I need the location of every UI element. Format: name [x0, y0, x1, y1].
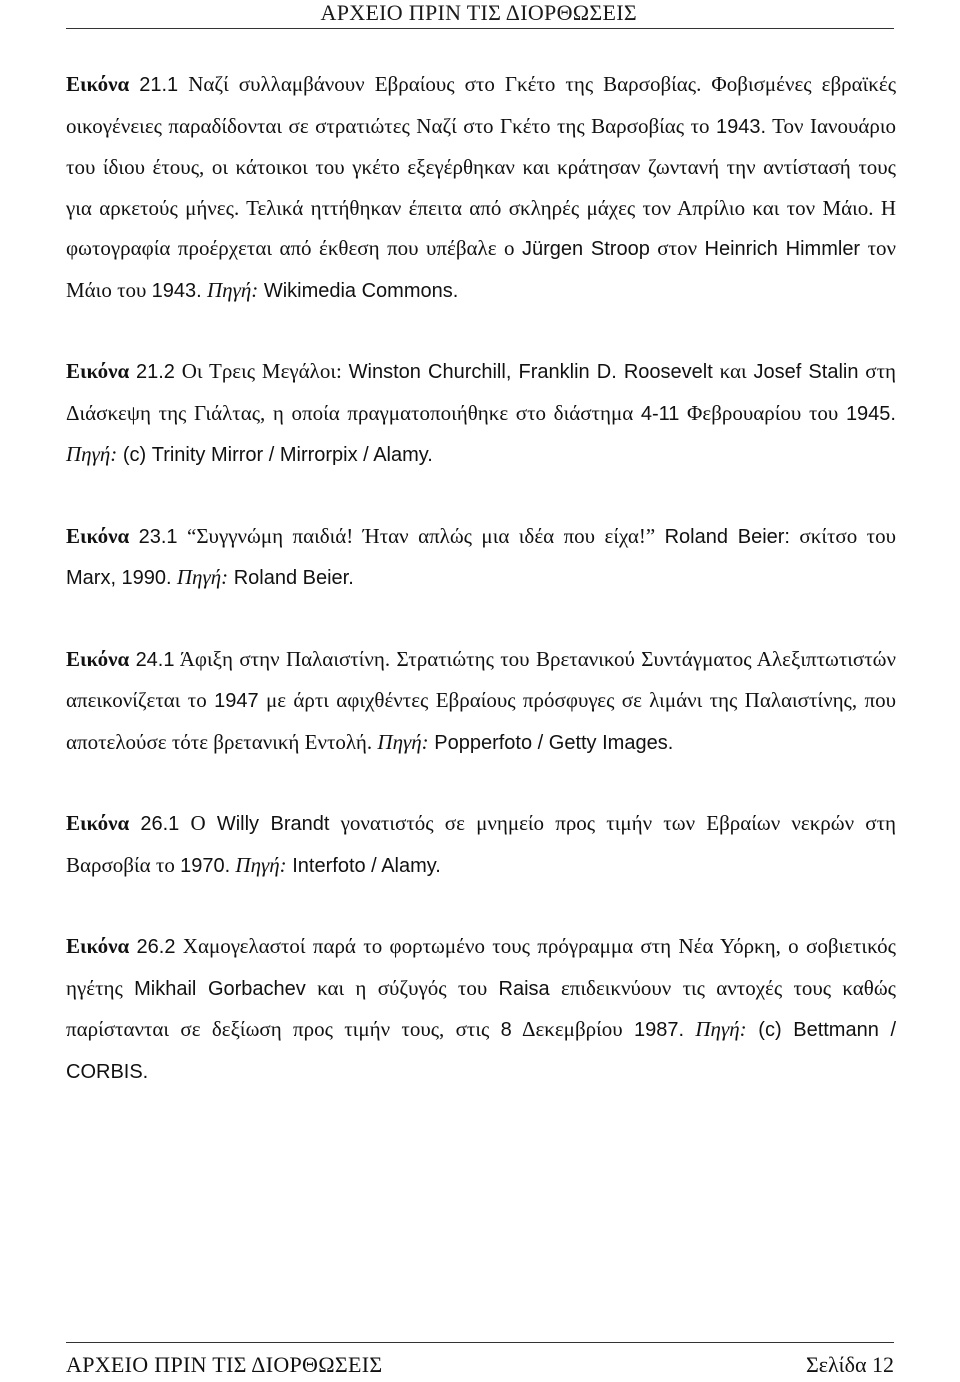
caption-text: Marx, 1990.	[66, 567, 172, 589]
caption-text: και	[712, 359, 754, 383]
caption-text: (c) Bettmann / CORBIS.	[66, 1019, 897, 1083]
figure-caption	[66, 516, 896, 599]
caption-text: σκίτσο του	[789, 523, 897, 548]
source-label: Πηγή:	[176, 565, 229, 589]
caption-text: γονατιστός σε μνημείο προς τιμήν των Εβραίων νεκρών στη Βαρσοβία το	[66, 811, 896, 877]
figure-label-number: 24.1	[135, 648, 175, 671]
source-label: Πηγή:	[235, 852, 287, 877]
source-label: Πηγή:	[695, 1017, 747, 1041]
header-divider	[66, 28, 894, 29]
footer-divider	[66, 1342, 894, 1343]
figure-label	[66, 934, 175, 958]
page-header	[0, 0, 960, 30]
captions-list	[66, 64, 896, 1092]
caption-text: Χαμογελαστοί παρά το φορτωμένο τους πρόγραμμα στη Νέα Υόρκη, ο σοβιετικός ηγέτης	[66, 934, 897, 1000]
caption-text: με άρτι αφιχθέντες Εβραίους πρόσφυγες σε λιμάνι της Παλαιστίνης, που αποτελούσε τότε βρετανική Εντολή.	[66, 688, 896, 754]
figure-label-number: 23.1	[138, 525, 178, 548]
figure-label	[66, 359, 175, 383]
caption-text: 1943.	[715, 115, 767, 138]
caption-text: Οι Τρεις Μεγάλοι:	[174, 359, 349, 383]
caption-text: Άφιξη στην Παλαιστίνη. Στρατιώτης του Βρετανικού Συντάγματος Αλεξιπτωτιστών απεικονίζεται το	[66, 646, 896, 712]
caption-text: στον	[649, 236, 705, 260]
caption-text: Winston Churchill, Franklin D. Roosevelt	[348, 361, 713, 383]
caption-text: 1945.	[845, 402, 896, 425]
figure-caption	[66, 639, 896, 764]
caption-text: Roland Beier:	[664, 525, 790, 548]
caption-text: “Συγγνώμη παιδιά! Ήταν απλώς μια ιδέα που είχα!”	[177, 523, 665, 548]
figure-label-word: Εικόνα	[66, 359, 130, 383]
caption-text: Φεβρουαρίου του	[679, 400, 846, 425]
caption-text: 1970.	[180, 854, 231, 877]
figure-label-word: Εικόνα	[66, 646, 130, 671]
caption-text: 4-11	[640, 402, 680, 425]
figure-label-number: 21.2	[136, 361, 175, 383]
caption-text: Ναζί συλλαμβάνουν Εβραίους στο Γκέτο της Βαρσοβίας. Φοβισμένες εβραϊκές οικογένειες παραδίδονται σε στρατιώτες Ναζί στο Γκέτο της Βαρσοβίας το	[66, 72, 897, 138]
caption-text: 1987.	[633, 1019, 685, 1041]
caption-text: (c) Trinity Mirror / Mirrorpix / Alamy.	[117, 444, 433, 466]
figure-label-word: Εικόνα	[66, 72, 130, 96]
caption-text	[684, 1017, 695, 1041]
figure-label-number: 26.1	[140, 813, 180, 835]
figure-label	[66, 811, 179, 835]
footer-title: ΑΡΧΕΙΟ ΠΡΙΝ ΤΙΣ ΔΙΟΡΘΩΣΕΙΣ	[66, 1352, 383, 1377]
caption-text: Wikimedia Commons.	[258, 279, 459, 302]
caption-text: Interfoto / Alamy.	[286, 854, 441, 877]
figure-label-number: 21.1	[139, 74, 179, 96]
figure-label-word: Εικόνα	[66, 811, 130, 835]
caption-text: και η σύζυγός του	[305, 975, 499, 1000]
figure-caption	[66, 803, 896, 886]
caption-text: Τον Ιανουάριο του ίδιου έτους, οι κάτοικοι του γκέτο εξεγέρθηκαν και κράτησαν ζωντανή την αντίστασή τους για αρκετούς μήνες. Τελικά ηττήθηκαν έπειτα από σκληρές μάχες τον Απρίλιο και τον Μάιο. Η φωτογραφία προέρχεται από έκθεση που υπέβαλε ο	[66, 113, 896, 260]
figure-caption	[66, 351, 896, 476]
caption-text: Roland Beier.	[228, 567, 354, 589]
caption-text: Popperfoto / Getty Images.	[428, 731, 674, 754]
caption-text: Josef Stalin	[753, 361, 859, 383]
page-number: Σελίδα 12	[805, 1352, 894, 1377]
caption-text: στη Διάσκεψη της Γιάλτας, η οποία πραγματοποιήθηκε στο διάστημα	[66, 359, 897, 425]
header-title: ΑΡΧΕΙΟ ΠΡΙΝ ΤΙΣ ΔΙΟΡΘΩΣΕΙΣ	[320, 0, 637, 25]
source-label: Πηγή:	[377, 729, 429, 754]
figure-label	[66, 524, 178, 548]
caption-text: 1947	[214, 690, 259, 712]
figure-label	[66, 72, 178, 96]
figure-label	[66, 647, 175, 671]
source-label: Πηγή:	[66, 442, 118, 466]
caption-text: τον Μάιο του	[66, 236, 897, 302]
figure-label-word: Εικόνα	[66, 523, 130, 548]
caption-text: Willy Brandt	[216, 813, 330, 835]
caption-text: Δεκεμβρίου	[511, 1017, 634, 1041]
caption-text: επιδεικνύουν τις αντοχές τους καθώς παρίστανται σε δεξίωση προς τιμήν τους, στις	[66, 975, 896, 1041]
caption-text: 8	[500, 1019, 512, 1041]
caption-text: Ο	[179, 811, 217, 835]
figure-caption	[66, 64, 896, 311]
page-footer	[66, 1342, 894, 1382]
caption-text: 1943.	[151, 279, 202, 302]
source-label: Πηγή:	[206, 277, 259, 302]
figure-label-number: 26.2	[136, 936, 176, 958]
caption-text: Jürgen Stroop	[521, 238, 650, 260]
figure-label-word: Εικόνα	[66, 934, 130, 958]
figure-caption	[66, 926, 896, 1092]
caption-text: Heinrich Himmler	[704, 238, 861, 260]
caption-text: Mikhail Gorbachev	[134, 977, 306, 1000]
caption-text: Raisa	[498, 977, 550, 1000]
